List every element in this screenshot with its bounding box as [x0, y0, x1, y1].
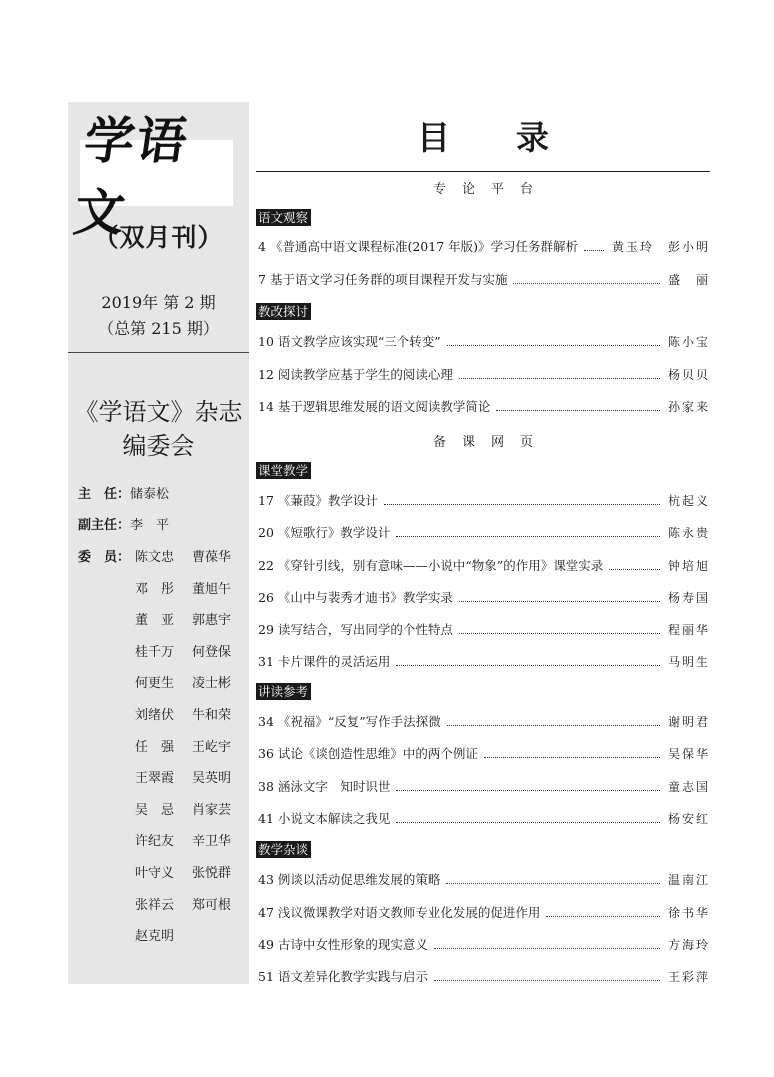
toc-entry — [258, 492, 710, 510]
toc-entry — [258, 778, 710, 796]
article-title: 例谈以活动促思维发展的策略 — [277, 872, 441, 887]
toc-entry — [258, 238, 710, 256]
article-author: 谢明君 — [667, 715, 710, 729]
member-name: 任 强 — [135, 739, 175, 755]
article-title: 语文差异化教学实践与启示 — [277, 969, 428, 984]
article-author: 黄玉玲 彭小明 — [611, 240, 710, 254]
article-title: 语文教学应该实现“三个转变” — [277, 334, 441, 349]
member-name: 储泰松 — [130, 487, 170, 502]
member-name: 辛卫华 — [192, 834, 232, 850]
article-title: 《蒹葭》教学设计 — [277, 493, 378, 508]
toc-entry — [258, 398, 710, 416]
dot-leader — [447, 345, 660, 346]
member-name: 许纪友 — [135, 834, 175, 850]
editorial-board-title: 《学语文》杂志 — [74, 398, 243, 426]
title-rule — [256, 171, 710, 172]
dot-leader — [546, 916, 660, 917]
article-author: 方海玲 — [667, 938, 710, 952]
member-name: 吴 忌 — [135, 802, 175, 818]
article-author: 杨安红 — [667, 812, 710, 826]
toc-entry — [258, 810, 710, 828]
total-issue-number: （总第 215 期） — [98, 319, 219, 338]
article-title: 古诗中女性形象的现实意义 — [277, 937, 428, 952]
dot-leader — [609, 569, 660, 570]
article-title: 基于逻辑思维发展的语文阅读教学简论 — [277, 399, 491, 414]
page-number: 17 — [258, 493, 274, 508]
member-name: 张悦群 — [192, 866, 232, 881]
member-name: 王屹宇 — [192, 739, 232, 755]
article-title: 《穿针引线，别有意味——小说中“物象”的作用》课堂实录 — [277, 558, 604, 573]
dot-leader — [459, 378, 660, 379]
issue-number: 2019年 第 2 期 — [101, 293, 216, 312]
dot-leader — [396, 822, 660, 823]
article-title: 《普通高中语文课程标准(2017 年版)》学习任务群解析 — [269, 239, 578, 254]
member-name: 邓 彤 — [135, 581, 175, 597]
article-title: 浅议微课教学对语文教师专业化发展的促进作用 — [277, 905, 541, 920]
toc-entry — [258, 271, 710, 289]
page-number: 29 — [258, 622, 274, 637]
page-number: 26 — [258, 590, 274, 605]
page-number: 10 — [258, 334, 274, 349]
dot-leader — [396, 536, 660, 537]
dot-leader — [584, 250, 604, 251]
publication-frequency: （双月刊） — [93, 223, 224, 252]
member-name: 牛和荣 — [192, 708, 232, 723]
member-name: 王翠霞 — [135, 771, 175, 787]
article-author: 王彩萍 — [667, 970, 710, 984]
page-number: 4 — [258, 239, 266, 254]
toc-entry — [258, 936, 710, 954]
dot-leader — [459, 633, 660, 634]
article-author: 陈永贵 — [667, 526, 710, 540]
article-author: 马明生 — [667, 655, 710, 669]
article-title: 试论《谈创造性思维》中的两个例证 — [277, 746, 478, 761]
toc-entry — [258, 653, 710, 671]
sidebar-divider — [68, 352, 249, 353]
dot-leader — [484, 757, 660, 758]
member-name: 陈文忠 — [135, 550, 175, 565]
page-number: 14 — [258, 399, 274, 414]
dot-leader — [496, 410, 660, 411]
article-author: 童志国 — [667, 780, 710, 794]
member-name: 赵克明 — [135, 929, 175, 945]
article-author: 杨寿国 — [667, 591, 710, 605]
editorial-sidebar — [68, 102, 249, 984]
article-title: 读写结合，写出同学的个性特点 — [277, 622, 453, 637]
member-name: 曹葆华 — [192, 550, 232, 565]
page-number: 38 — [258, 779, 274, 794]
article-title: 阅读教学应基于学生的阅读心理 — [277, 367, 453, 382]
article-author: 程丽华 — [667, 623, 710, 637]
dot-leader — [434, 948, 660, 949]
toc-entry — [258, 904, 710, 922]
member-name: 李 平 — [130, 518, 170, 533]
member-name: 何更生 — [135, 676, 175, 692]
toc-entry — [258, 524, 710, 542]
article-author: 杨贝贝 — [667, 368, 710, 382]
article-title: 《山中与裴秀才迪书》教学实录 — [277, 590, 453, 605]
chief-editor-row — [78, 487, 169, 503]
member-name: 肖家芸 — [192, 802, 232, 818]
page-number: 20 — [258, 525, 274, 540]
deputy-editor-row — [78, 518, 169, 534]
dot-leader — [447, 725, 660, 726]
toc-entry — [258, 713, 710, 731]
page-number: 47 — [258, 905, 274, 920]
category-label: 课堂教学 — [256, 462, 311, 479]
article-author: 孙家来 — [667, 400, 710, 414]
article-title: 卡片课件的灵活运用 — [277, 654, 391, 669]
member-name: 郭惠宇 — [192, 613, 232, 629]
editorial-board-subtitle: 编委会 — [122, 432, 195, 460]
dot-leader — [513, 283, 660, 284]
toc-entry — [258, 366, 710, 384]
member-name: 何登保 — [192, 644, 232, 660]
role-label: 副主任： — [78, 518, 131, 533]
dot-leader — [434, 980, 660, 981]
page-number: 43 — [258, 872, 274, 887]
category-label: 语文观察 — [256, 209, 311, 226]
toc-entry — [258, 745, 710, 763]
toc-entry — [258, 333, 710, 351]
article-author: 钟培旭 — [667, 559, 710, 573]
article-title: 《短歌行》教学设计 — [277, 525, 391, 540]
page-number: 12 — [258, 367, 274, 382]
page-number: 31 — [258, 654, 274, 669]
article-author: 盛 丽 — [667, 273, 710, 287]
article-title: 小说文本解读之我见 — [277, 811, 391, 826]
page-number: 41 — [258, 811, 274, 826]
article-title: 涵泳文字 知时识世 — [277, 779, 391, 794]
toc-entry — [258, 871, 710, 889]
magazine-logo-text: 学语文 — [70, 111, 193, 242]
article-title: 《祝福》“反复”写作手法探微 — [277, 714, 441, 729]
dot-leader — [396, 790, 660, 791]
category-label: 讲读参考 — [256, 683, 311, 700]
toc-entry — [258, 968, 710, 986]
page-number: 49 — [258, 937, 274, 952]
article-author: 徐书华 — [667, 906, 710, 920]
member-name: 张祥云 — [135, 897, 175, 913]
member-name: 董 亚 — [135, 613, 175, 629]
section-heading: 专论平台 — [432, 182, 549, 197]
dot-leader — [459, 601, 660, 602]
member-name: 吴英明 — [192, 771, 232, 787]
dot-leader — [396, 665, 660, 666]
member-name: 叶守义 — [135, 866, 175, 881]
role-label: 主 任： — [78, 487, 131, 502]
toc-entry — [258, 589, 710, 607]
member-name: 桂千万 — [135, 644, 175, 660]
member-name: 凌士彬 — [192, 676, 232, 692]
category-label: 教学杂谈 — [256, 841, 311, 858]
page-number: 22 — [258, 558, 274, 573]
dot-leader — [446, 883, 660, 884]
page-number: 36 — [258, 746, 274, 761]
member-name: 董旭午 — [192, 581, 232, 597]
member-name: 刘绪伏 — [135, 708, 175, 723]
article-author: 陈小宝 — [667, 335, 710, 349]
page-number: 51 — [258, 969, 274, 984]
toc-entry — [258, 557, 710, 575]
article-author: 杭起义 — [667, 494, 710, 508]
section-heading: 备课网页 — [432, 435, 549, 450]
category-label: 教改探讨 — [256, 303, 311, 320]
dot-leader — [384, 504, 660, 505]
toc-entry — [258, 621, 710, 639]
article-author: 吴保华 — [667, 747, 710, 761]
members-role-label: 委 员： — [78, 550, 131, 565]
page-number: 7 — [258, 272, 266, 287]
article-author: 温南江 — [667, 873, 710, 887]
page-number: 34 — [258, 714, 274, 729]
member-name: 郑可根 — [192, 897, 232, 913]
article-title: 基于语文学习任务群的项目课程开发与实施 — [269, 272, 508, 287]
toc-title: 目 录 — [417, 118, 549, 157]
